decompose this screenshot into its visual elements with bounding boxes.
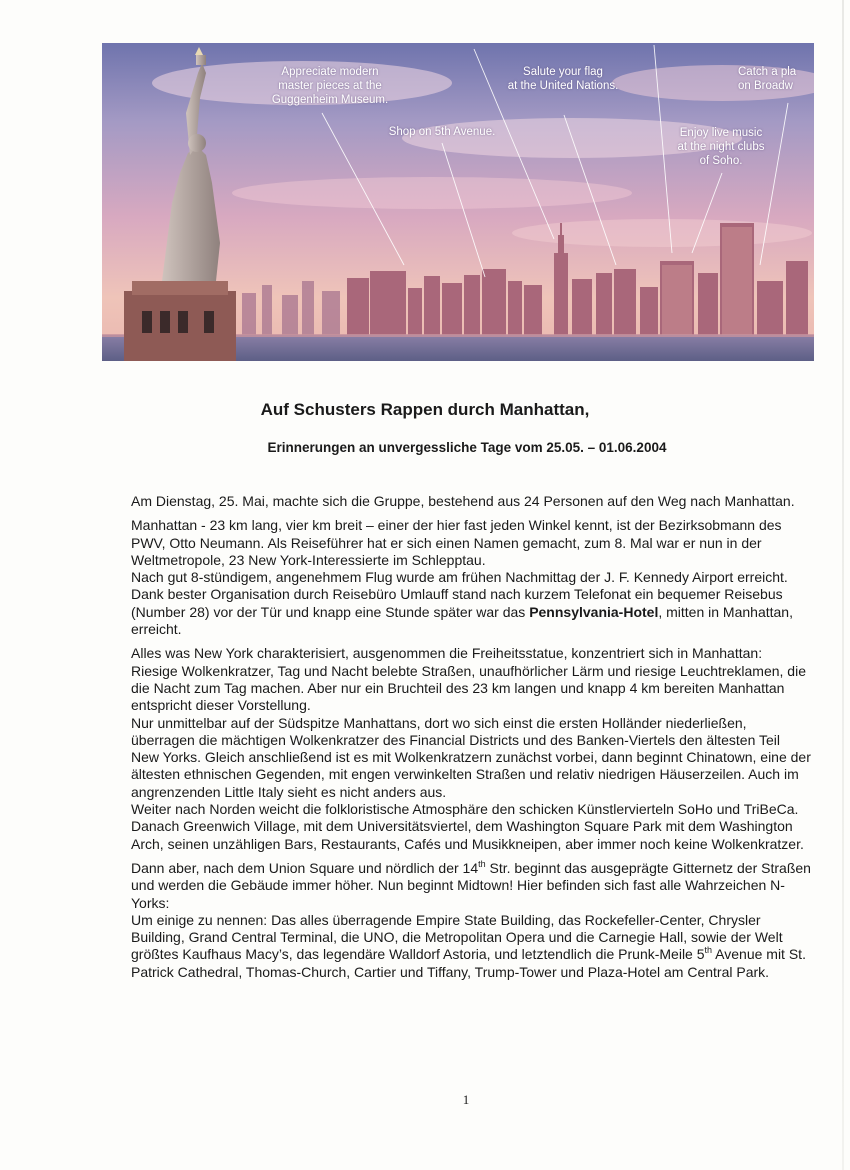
callout-soho: Enjoy live music at the night clubs of Soho. — [677, 127, 765, 167]
document-title: Auf Schusters Rappen durch Manhattan, — [260, 400, 590, 419]
callout-united-nations: Salute your flag at the United Nations. — [507, 66, 619, 92]
callout-5th-avenue: Shop on 5th Avenue. — [388, 126, 496, 138]
bold-text: Pennsylvania-Hotel — [529, 603, 659, 620]
paragraph — [131, 645, 811, 853]
text-run: Str. beginnt das ausgeprägte Gitternetz der Straßen und werden die Gebäude immer höher. Nun beginnt Midtown! Hier befinden sich fast alle Wahrzeichen N-Yorks: Um einige zu nennen: Das alles überragende Empire State Building, das Rockefeller-Center, Chrysler Building, Grand Central Terminal, die UNO, die Metropolitan Opera und die Carnegie Hall, sowie der Welt größtes Kaufhaus Macy’s, das legendäre Walldorf Astoria, und letztendlich die Prunk-Meile 5 — [131, 859, 811, 963]
paragraph — [131, 517, 811, 638]
text-run: Am Dienstag, 25. Mai, machte sich die Gruppe, bestehend aus 24 Personen auf den Weg nach Manhattan. — [131, 493, 795, 509]
callout-guggenheim: Appreciate modern master pieces at the Guggenheim Museum. — [271, 66, 389, 106]
callout-broadway: Catch a pla on Broadw — [738, 66, 797, 92]
text-run: Alles was New York charakterisiert, ausgenommen die Freiheitsstatue, konzentriert sich in Manhattan: Riesige Wolkenkratzer, Tag und Nacht belebte Straßen, unaufhörlicher Lärm und riesige Leuchtreklamen, die die Nacht zum Tag machen. Aber nur ein Bruchteil des 23 km langen und knapp 4 km bereiten Manhattan entspricht dieser Vorstellung. Nur unmittelbar auf der Südspitze Manhattans, dort wo sich einst die ersten Holländer niederließen, überragen die mächtigen Wolkenkratzer des Financial Districts und des Banken-Viertels den ältesten Teil New Yorks. Gleich anschließend ist es mit Wolkenkratzern zunächst vorbei, dann beginnt Chinatown, eine der ältesten ethnischen Gegenden, mit engen verwinkelten Straßen und relativ niedrigen Häuserzeilen. Auch im angrenzenden Little Italy sieht es nicht anders aus. Weiter nach Norden weicht die folkloristische Atmosphäre den schicken Künstlervierteln SoHo und TriBeCa. Danach Greenwich Village, mit dem Universitätsviertel, dem Washington Square Park mit dem Washington Arch, seinen unzähligen Bars, Restaurants, Cafés und Musikkneipen, aber immer noch keine Wolkenkratzer. — [131, 645, 811, 852]
article-body — [131, 493, 811, 988]
superscript: th — [704, 945, 713, 956]
page-edge — [842, 0, 844, 1170]
text-run: Avenue mit St. Patrick Cathedral, Thomas-Church, Cartier und Tiffany, Trump-Tower und Plaza-Hotel am Central Park. — [131, 946, 806, 980]
document-subtitle: Erinnerungen an unvergessliche Tage vom 25.05. – 01.06.2004 — [267, 440, 667, 455]
superscript: th — [478, 858, 486, 869]
manhattan-skyline-illustration — [102, 43, 814, 361]
paragraph — [131, 493, 811, 510]
header-photo — [102, 43, 814, 361]
paragraph — [131, 860, 811, 981]
text-run: , mitten in Manhattan, erreicht. — [131, 603, 793, 638]
page-number: 1 — [462, 1092, 470, 1107]
text-run: Dann aber, nach dem Union Square und nördlich der 14 — [131, 859, 479, 876]
text-run: Manhattan - 23 km lang, vier km breit – einer der hier fast jeden Winkel kennt, ist der Bezirksobmann des PWV, Otto Neumann. Als Reiseführer hat er sich einen Namen gemacht, zum 8. Mal war er nun in der Weltmetropole, 23 New York-Interessierte im Schlepptau. Nach gut 8-stündigem, angenehmem Flug wurde am frühen Nachmittag der J. F. Kennedy Airport erreicht. Dank bester Organisation durch Reisebüro Umlauff stand nach kurzem Telefonat ein bequemer Reisebus (Number 28) vor der Tür und knapp eine Stunde später war das — [131, 517, 788, 620]
